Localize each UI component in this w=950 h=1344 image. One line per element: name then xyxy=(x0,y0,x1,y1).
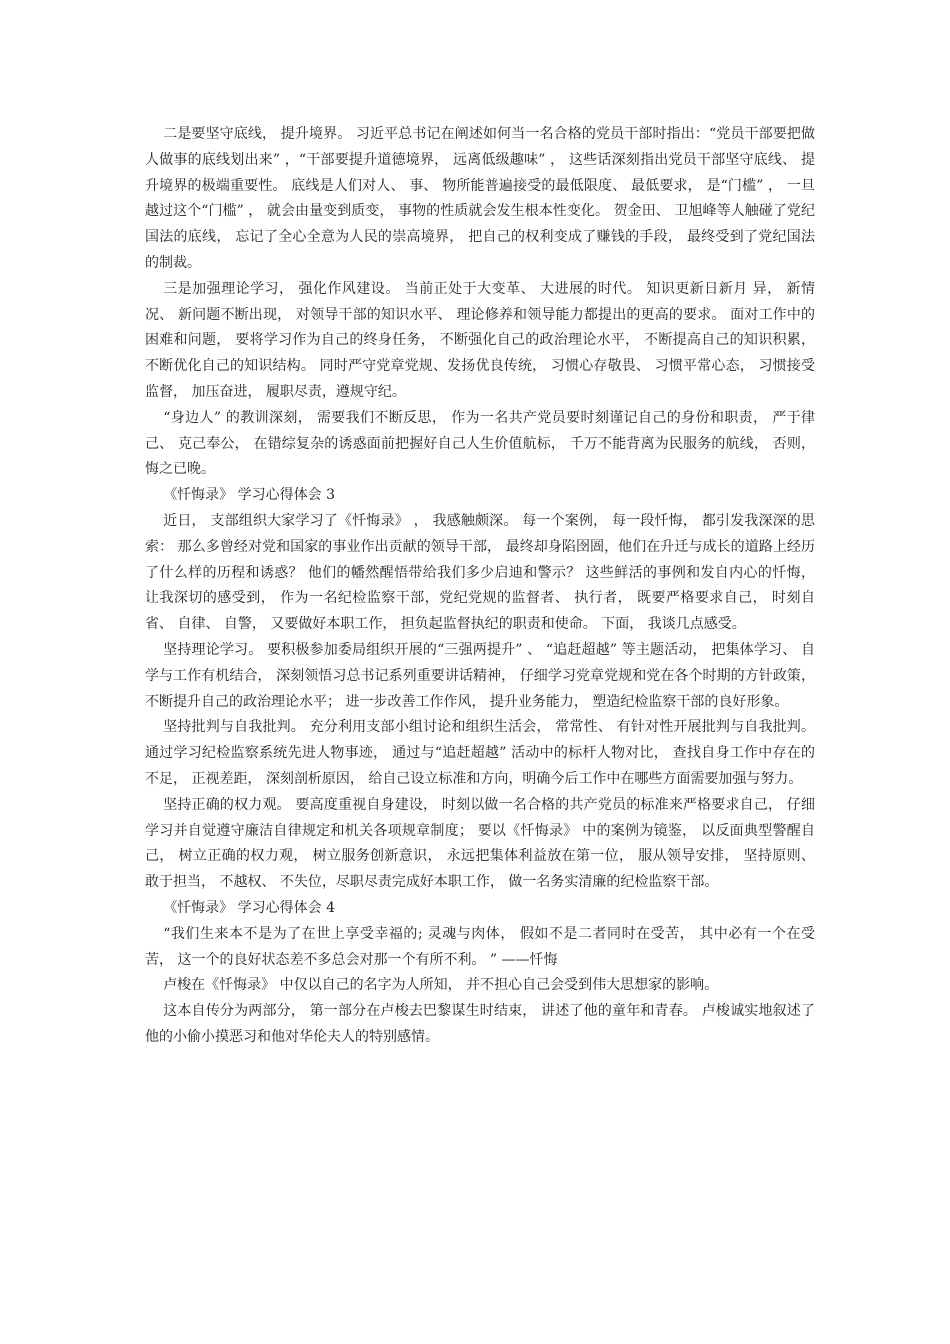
paragraph: 二是要坚守底线， 提升境界。 习近平总书记在阐述如何当一名合格的党员干部时指出：“党员干部要把做人做事的底线划出来” ，“干部要提升道德境界， 远离低级趣味” ， 这些话深刻指出党员干部坚守底线、 提升境界的极端重要性。 底线是人们对人、 事、 物所能普遍接受的最低限度、 最低要求， 是“门槛” ， 一旦越过这个“门槛” ， 就会由量变到质变， 事物的性质就会发生根本性变化。 贺金田、 卫旭峰等人触碰了党纪国法的底线， 忘记了全心全意为人民的崇高境界， 把自己的权利变成了赚钱的手段， 最终受到了党纪国法的制裁。 xyxy=(145,126,815,271)
document-body xyxy=(145,122,815,1051)
paragraph: 这本自传分为两部分， 第一部分在卢梭去巴黎谋生时结束， 讲述了他的童年和青春。 卢梭诚实地叙述了他的小偷小摸恶习和他对华伦夫人的特别感情。 xyxy=(145,1003,815,1045)
paragraph: “身边人” 的教训深刻， 需要我们不断反思， 作为一名共产党员要时刻谨记自己的身份和职责， 严于律己、 克己奉公， 在错综复杂的诱惑面前把握好自己人生价值航标， 千万不能背离为民服务的航线， 否则， 悔之已晚。 xyxy=(145,409,815,478)
paragraph: 坚持理论学习。 要积极参加委局组织开展的“三强两提升” 、 “追赶超越” 等主题活动， 把集体学习、 自学与工作有机结合， 深刻领悟习总书记系列重要讲话精神， 仔细学习党章党规和党在各个时期的方针政策， 不断提升自己的政治理论水平； 进一步改善工作作风， 提升业务能力， 塑造纪检监察干部的良好形象。 xyxy=(145,641,815,710)
paragraph: 坚持正确的权力观。 要高度重视自身建设， 时刻以做一名合格的共产党员的标准来严格要求自己， 仔细学习并自觉遵守廉洁自律规定和机关各项规章制度； 要以《忏悔录》 中的案例为镜鉴， 以反面典型警醒自己， 树立正确的权力观， 树立服务创新意识， 永远把集体利益放在第一位， 服从领导安排， 坚持原则、 敢于担当， 不越权、 不失位，尽职尽责完成好本职工作， 做一名务实清廉的纪检监察干部。 xyxy=(145,796,815,891)
section-heading: 《忏悔录》 学习心得体会 3 xyxy=(163,487,335,504)
paragraph: 三是加强理论学习， 强化作风建设。 当前正处于大变革、 大进展的时代。 知识更新日新月 异， 新情况、 新问题不断出现， 对领导干部的知识水平、 理论修养和领导能力都提出的更高的要求。 面对工作中的困难和问题， 要将学习作为自己的终身任务， 不断强化自己的政治理论水平， 不断提高自己的知识积累， 不断优化自己的知识结构。 同时严守党章党规、发扬优良传统， 习惯心存敬畏、 习惯平常心态， 习惯接受监督， 加压奋进， 履职尽责，遵规守纪。 xyxy=(145,280,815,400)
section-heading: 《忏悔录》 学习心得体会 4 xyxy=(163,899,335,916)
paragraph: “我们生来本不是为了在世上享受幸福的; 灵魂与肉体， 假如不是二者同时在受苦， 其中必有一个在受苦， 这一个的良好状态差不多总会对那一个有所不利。 ” ——忏悔 xyxy=(145,925,815,968)
paragraph: 坚持批判与自我批判。 充分利用支部小组讨论和组织生活会， 常常性、 有针对性开展批判与自我批判。 通过学习纪检监察系统先进人物事迹， 通过与“追赶超越” 活动中的标杆人物对比， 查找自身工作中存在的不足， 正视差距， 深刻剖析原因， 给自己设立标准和方向，明确今后工作中在哪些方面需要加强与努力。 xyxy=(145,719,815,787)
paragraph: 近日， 支部组织大家学习了《忏悔录》 ， 我感触颇深。 每一个案例， 每一段忏悔， 都引发我深深的思索： 那么多曾经对党和国家的事业作出贡献的领导干部， 最终却身陷囹圄，他们在升迁与成长的道路上经历了什么样的历程和诱惑？ 他们的幡然醒悟带给我们多少启迪和警示？ 这些鲜活的事例和发自内心的忏悔， 让我深切的感受到， 作为一名纪检监察干部，党纪党规的监督者、 执行者， 既要严格要求自己， 时刻自省、 自律、 自警， 又要做好本职工作， 担负起监督执纪的职责和使命。 下面， 我谈几点感受。 xyxy=(145,512,815,633)
paragraph: 卢梭在《忏悔录》 中仅以自己的名字为人所知， 并不担心自己会受到伟大思想家的影响。 xyxy=(163,977,719,994)
